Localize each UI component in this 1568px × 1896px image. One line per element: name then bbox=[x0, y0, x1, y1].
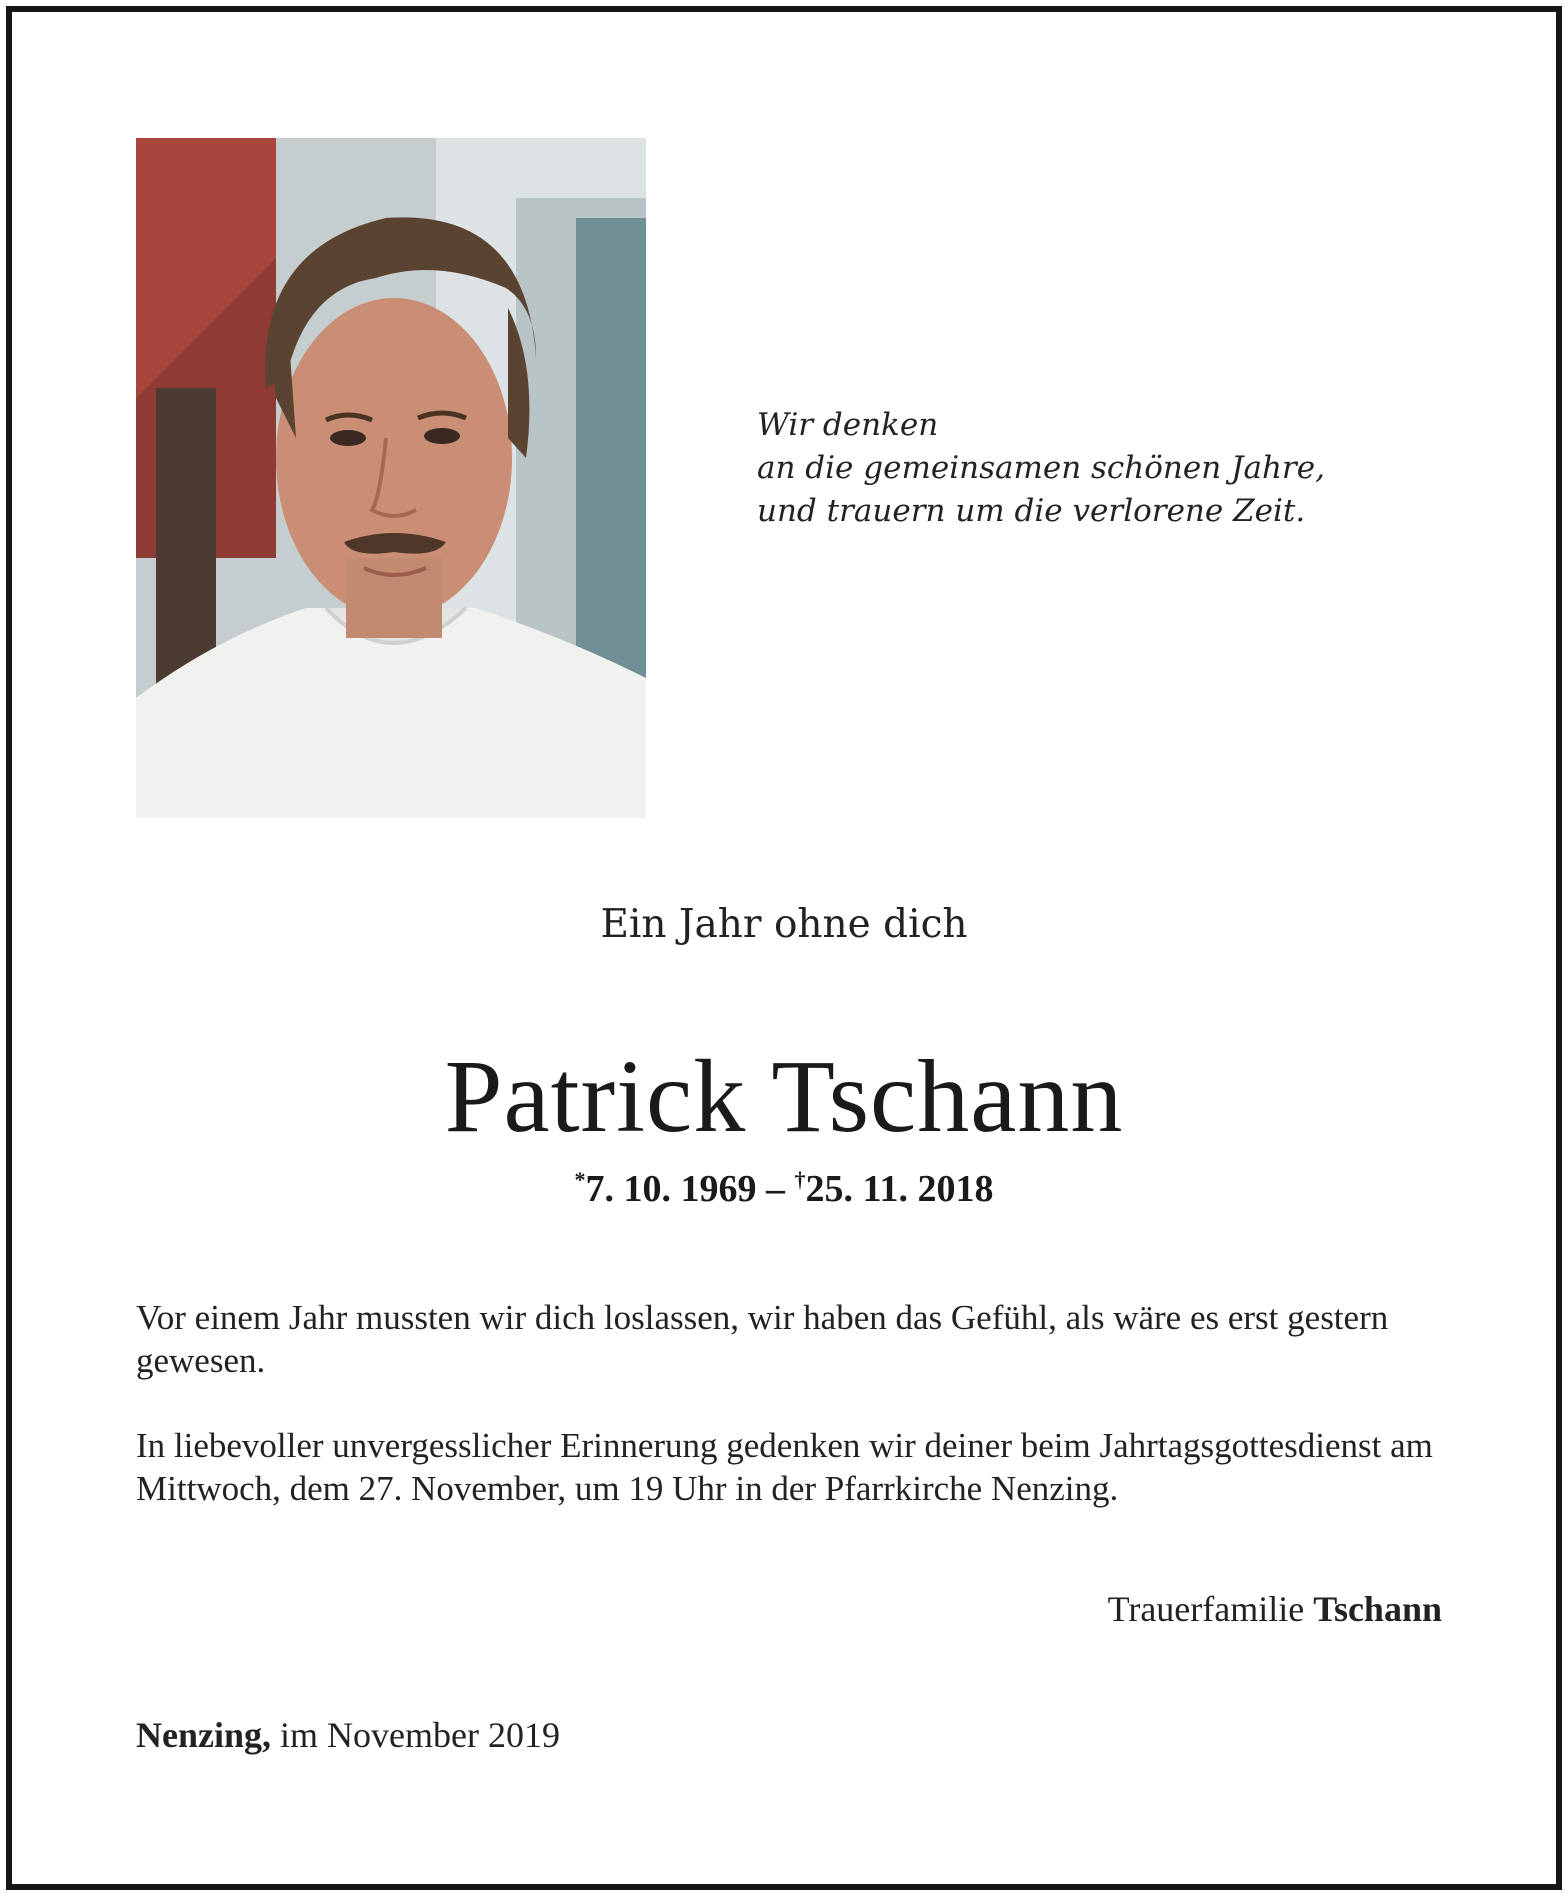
place-date: im November 2019 bbox=[271, 1715, 560, 1755]
notice-frame bbox=[6, 6, 1562, 1890]
signature-family: Tschann bbox=[1313, 1589, 1442, 1629]
poem-line: Wir denken bbox=[757, 407, 939, 443]
deceased-name: Patrick Tschann bbox=[444, 1039, 1124, 1154]
paragraph-memorial-service: In liebevoller unvergesslicher Erinnerung gedenken wir deiner beim Jahrtagsgottesdienst am Mittwoch, dem 27. November, um 19 Uhr in der Pfarrkirche Nenzing. bbox=[136, 1426, 1433, 1508]
paragraph-farewell: Vor einem Jahr mussten wir dich loslassen, wir haben das Gefühl, als wäre es erst gestern gewesen. bbox=[136, 1298, 1389, 1380]
place-and-date bbox=[136, 1714, 560, 1756]
poem-line: und trauern um die verlorene Zeit. bbox=[757, 493, 1306, 529]
birth-symbol: * bbox=[574, 1167, 586, 1192]
signature-prefix: Trauerfamilie bbox=[1107, 1589, 1314, 1629]
death-symbol: † bbox=[794, 1167, 806, 1192]
life-dates bbox=[12, 1167, 1556, 1211]
date-separator: – bbox=[756, 1168, 795, 1210]
poem-line: an die gemeinsamen schönen Jahre, bbox=[757, 450, 1325, 486]
notice-content bbox=[12, 12, 1556, 1884]
death-date: 25. 11. 2018 bbox=[805, 1168, 994, 1210]
poem bbox=[757, 404, 1477, 533]
portrait-illustration bbox=[136, 138, 646, 818]
portrait-photo bbox=[136, 138, 646, 818]
birth-date: 7. 10. 1969 bbox=[585, 1168, 757, 1210]
place-town: Nenzing, bbox=[136, 1715, 271, 1755]
notice-subtitle: Ein Jahr ohne dich bbox=[600, 902, 968, 947]
signature bbox=[1108, 1588, 1442, 1630]
